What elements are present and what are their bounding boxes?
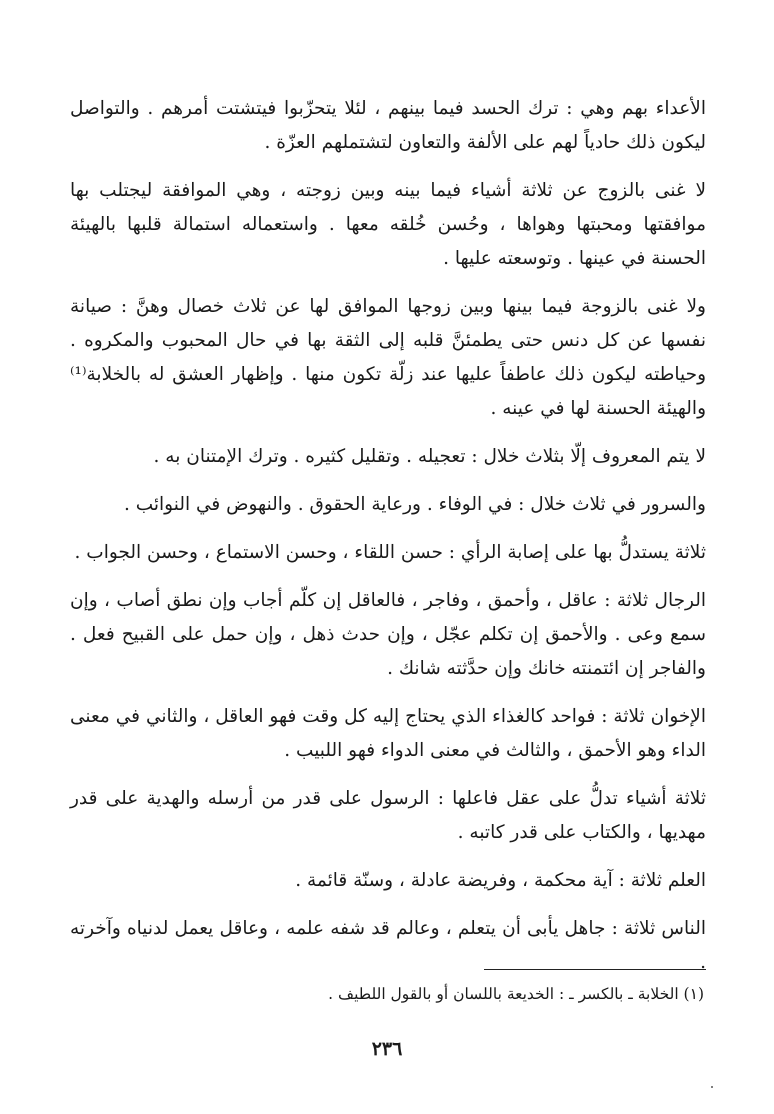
footnote: (١) الخلابة ـ بالكسر ـ : الخديعة باللسان أو بالقول اللطيف . <box>328 985 704 1003</box>
paragraph-4: لا يتم المعروف إلّا بثلاث خلال : تعجيله . وتقليل كثيره . وترك الإمتنان به . <box>153 446 706 467</box>
paragraph-11: الناس ثلاثة : جاهل يأبى أن يتعلم ، وعالم قد شفه علمه ، وعاقل يعمل لدنياه وآخرته . <box>70 918 706 973</box>
page-body <box>70 92 706 994</box>
paragraph-1: الأعداء بهم وهي : ترك الحسد فيما بينهم ، لئلا يتحزّبوا فيتشتت أمرهم . والتواصل ليكون ذلك حادياً لهم على الألفة والتعاون لتشتملهم العزّة . <box>70 98 706 153</box>
page-number: ٢٣٦ <box>371 1038 403 1060</box>
footnote-divider <box>484 969 706 970</box>
paragraph-6: ثلاثة يستدلُّ بها على إصابة الرأي : حسن اللقاء ، وحسن الاستماع ، وحسن الجواب . <box>74 542 706 563</box>
paragraph-10: العلم ثلاثة : آية محكمة ، وفريضة عادلة ، وسنّة قائمة . <box>295 870 706 891</box>
paragraph-7: الرجال ثلاثة : عاقل ، وأحمق ، وفاجر ، فالعاقل إن كلّم أجاب وإن نطق أصاب ، وإن سمع وعى . والأحمق إن تكلم عجّل ، وإن حدث ذهل ، وإن حمل على القبيح فعل . والفاجر إن ائتمنته خانك وإن حدَّثته شانك . <box>70 590 706 679</box>
paragraph-9: ثلاثة أشياء تدلُّ على عقل فاعلها : الرسول على قدر من أرسله والهدية على قدر مهديها ، والكتاب على قدر كاتبه . <box>70 788 706 843</box>
paragraph-8: الإخوان ثلاثة : فواحد كالغذاء الذي يحتاج إليه كل وقت فهو العاقل ، والثاني في معنى الداء وهو الأحمق ، والثالث في معنى الدواء فهو اللبيب . <box>70 706 706 761</box>
paragraph-3: ولا غنى بالزوجة فيما بينها وبين زوجها الموافق لها عن ثلاث خصال وهنَّ : صيانة نفسها عن كل دنس حتى يطمئنَّ قلبه إلى الثقة بها في حال المحبوب والمكروه . وحياطته ليكون ذلك عاطفاً عليها عند زلّة تكون منها . وإظهار العشق له بالخلابة⁽¹⁾ والهيئة الحسنة لها في عينه . <box>70 296 706 419</box>
paragraph-2: لا غنى بالزوج عن ثلاثة أشياء فيما بينه وبين زوجته ، وهي الموافقة ليجتلب بها موافقتها ومحبتها وهواها ، وحُسن خُلقه معها . واستعماله استمالة قلبها بالهيئة الحسنة في عينها . وتوسعته عليها . <box>70 180 706 269</box>
stray-dot-mark <box>711 1086 713 1088</box>
paragraph-5: والسرور في ثلاث خلال : في الوفاء . ورعاية الحقوق . والنهوض في النوائب . <box>123 494 706 515</box>
